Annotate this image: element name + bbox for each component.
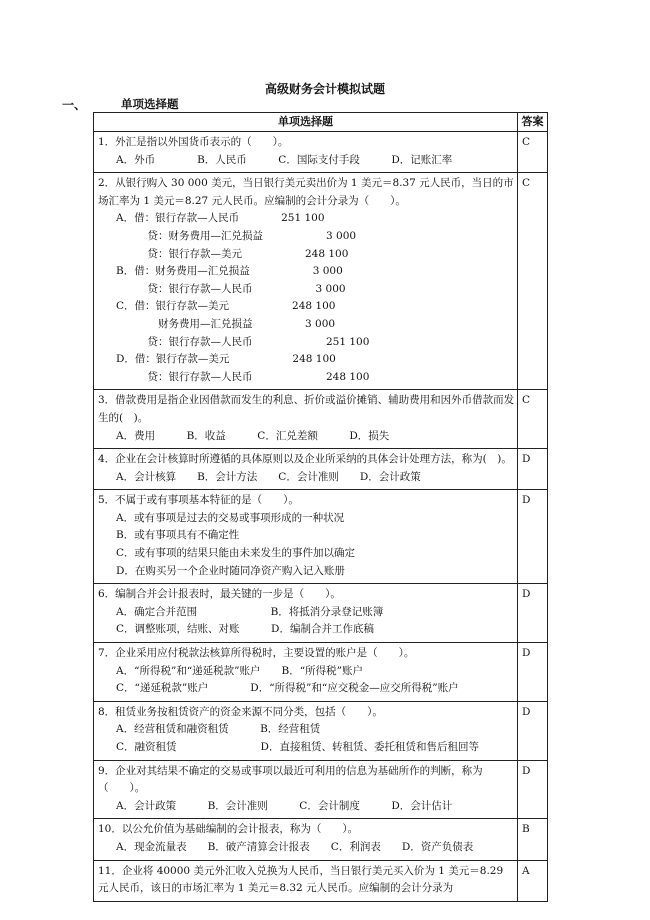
answer-cell: D bbox=[518, 584, 548, 643]
option-line: B．或有事项具有不确定性 bbox=[116, 529, 240, 542]
question-row bbox=[94, 173, 548, 390]
option-line: C．融资租赁 D．直接租赁、转租赁、委托租赁和售后租回等 bbox=[116, 741, 479, 753]
question-row bbox=[94, 132, 548, 173]
answer-cell: C bbox=[518, 173, 548, 390]
question-stem: 6．编制合并会计报表时，最关键的一步是（ ）。 bbox=[98, 588, 341, 601]
question-cell bbox=[94, 860, 518, 901]
section-number: 一、 bbox=[62, 98, 87, 112]
section-title: 单项选择题 bbox=[121, 97, 179, 111]
question-cell bbox=[94, 449, 518, 490]
answer-cell: A bbox=[518, 860, 548, 901]
option-line: A．确定合并范围 B．将抵消分录登记账簿 bbox=[116, 605, 384, 618]
question-cell bbox=[94, 390, 518, 449]
answer-cell: D bbox=[518, 760, 548, 819]
question-cell bbox=[94, 173, 518, 390]
journal-entry-line: 贷：银行存款—美元 248 100 bbox=[116, 247, 349, 260]
header-question: 单项选择题 bbox=[94, 113, 518, 132]
question-stem: 4．企业在会计核算时所遵循的具体原则以及企业所采纳的具体会计处理方法，称为( )。 bbox=[98, 453, 512, 466]
question-row bbox=[94, 449, 548, 490]
journal-entry-line: B．借：财务费用—汇兑损益 3 000 bbox=[116, 265, 343, 278]
question-stem: 2．从银行购入 30 000 美元，当日银行美元卖出价为 1 美元＝8.37 元人民币，当日的市场汇率为 1 美元＝8.27 元人民币。应编制的会计分录为（ ）。 bbox=[98, 177, 514, 207]
question-stem: 7．企业采用应付税款法核算所得税时，主要设置的账户是（ ）。 bbox=[98, 647, 415, 660]
question-row bbox=[94, 643, 548, 702]
question-row bbox=[94, 819, 548, 860]
question-row bbox=[94, 760, 548, 819]
question-stem: 11．企业将 40000 美元外汇收入兑换为人民币，当日银行美元买入价为 1 美元＝8.29 元人民币，该日的市场汇率为 1 美元＝8.32 元人民币。应编制的会计分录为 bbox=[98, 864, 504, 895]
question-stem: 8．租赁业务按租赁资产的资金来源不同分类，包括（ ）。 bbox=[98, 705, 383, 718]
option-line: A．外币 B．人民币 C．国际支付手段 D．记账汇率 bbox=[116, 153, 453, 166]
option-line: A．费用 B．收益 C．汇兑差额 D．损失 bbox=[116, 429, 390, 442]
question-cell bbox=[94, 132, 518, 173]
question-row bbox=[94, 490, 548, 584]
question-row bbox=[94, 584, 548, 643]
journal-entry-line: D．借：银行存款—美元 248 100 bbox=[116, 353, 336, 366]
question-stem: 5．不属于或有事项基本特征的是（ ）。 bbox=[98, 494, 299, 507]
table-header-row bbox=[94, 113, 548, 132]
question-stem: 1．外汇是指以外国货币表示的（ ）。 bbox=[98, 136, 289, 148]
question-body bbox=[94, 132, 548, 902]
question-row bbox=[94, 701, 548, 760]
journal-entry-line: 贷：财务费用—汇兑损益 3 000 bbox=[116, 229, 357, 242]
answer-cell: C bbox=[518, 132, 548, 173]
journal-entry-line: 贷：银行存款—人民币 251 100 bbox=[116, 335, 370, 348]
journal-entry-line: 贷：银行存款—人民币 3 000 bbox=[116, 282, 346, 295]
journal-entry-line: 财务费用—汇兑损益 3 000 bbox=[116, 317, 336, 330]
journal-entry-line: A．借：银行存款—人民币 251 100 bbox=[116, 212, 325, 225]
question-cell bbox=[94, 643, 518, 702]
option-line: C．或有事项的结果只能由未来发生的事件加以确定 bbox=[116, 547, 356, 560]
answer-cell: D bbox=[518, 701, 548, 760]
answer-cell: D bbox=[518, 449, 548, 490]
question-stem: 3．借款费用是指企业因借款而发生的利息、折价或溢价摊销、辅助费用和因外币借款而发生的( )。 bbox=[98, 394, 515, 424]
journal-entry-line: C．借：银行存款—美元 248 100 bbox=[116, 300, 336, 313]
option-line: A．会计政策 B．会计准则 C．会计制度 D．会计估计 bbox=[116, 799, 453, 812]
question-cell bbox=[94, 490, 518, 584]
answer-cell: B bbox=[518, 819, 548, 860]
question-table bbox=[93, 112, 548, 902]
document-title: 高级财务会计模拟试题 bbox=[264, 82, 385, 96]
question-cell bbox=[94, 819, 518, 860]
answer-cell: C bbox=[518, 390, 548, 449]
option-line: A．经营租赁和融资租赁 B．经营租赁 bbox=[116, 723, 321, 736]
question-stem: 9．企业对其结果不确定的交易或事项以最近可利用的信息为基础所作的判断，称为（ ）。 bbox=[98, 764, 483, 795]
question-row bbox=[94, 860, 548, 901]
answer-cell: D bbox=[518, 643, 548, 702]
option-line: C．“递延税款”账户 D．“所得税”和“应交税金—应交所得税”账户 bbox=[116, 682, 459, 695]
option-line: A．“所得税”和“递延税款”账户 B．“所得税”账户 bbox=[116, 664, 364, 677]
header-answer: 答案 bbox=[518, 113, 548, 132]
question-cell bbox=[94, 584, 518, 643]
option-line: D．在购买另一个企业时随同净资产购入记入账册 bbox=[116, 564, 345, 577]
question-cell bbox=[94, 760, 518, 819]
answer-cell: D bbox=[518, 490, 548, 584]
option-line: A．或有事项是过去的交易或事项形成的一种状况 bbox=[116, 511, 345, 524]
option-line: A．会计核算 B．会计方法 C．会计准则 D．会计政策 bbox=[116, 470, 421, 483]
question-cell bbox=[94, 701, 518, 760]
journal-entry-line: 贷：银行存款—人民币 248 100 bbox=[116, 370, 370, 383]
option-line: A．现金流量表 B．破产清算会计报表 C．利润表 D．资产负债表 bbox=[116, 840, 474, 853]
question-stem: 10．以公允价值为基础编制的会计报表，称为（ ）。 bbox=[98, 823, 359, 836]
option-line: C．调整账项，结账、对账 D．编制合并工作底稿 bbox=[116, 623, 374, 636]
question-row bbox=[94, 390, 548, 449]
